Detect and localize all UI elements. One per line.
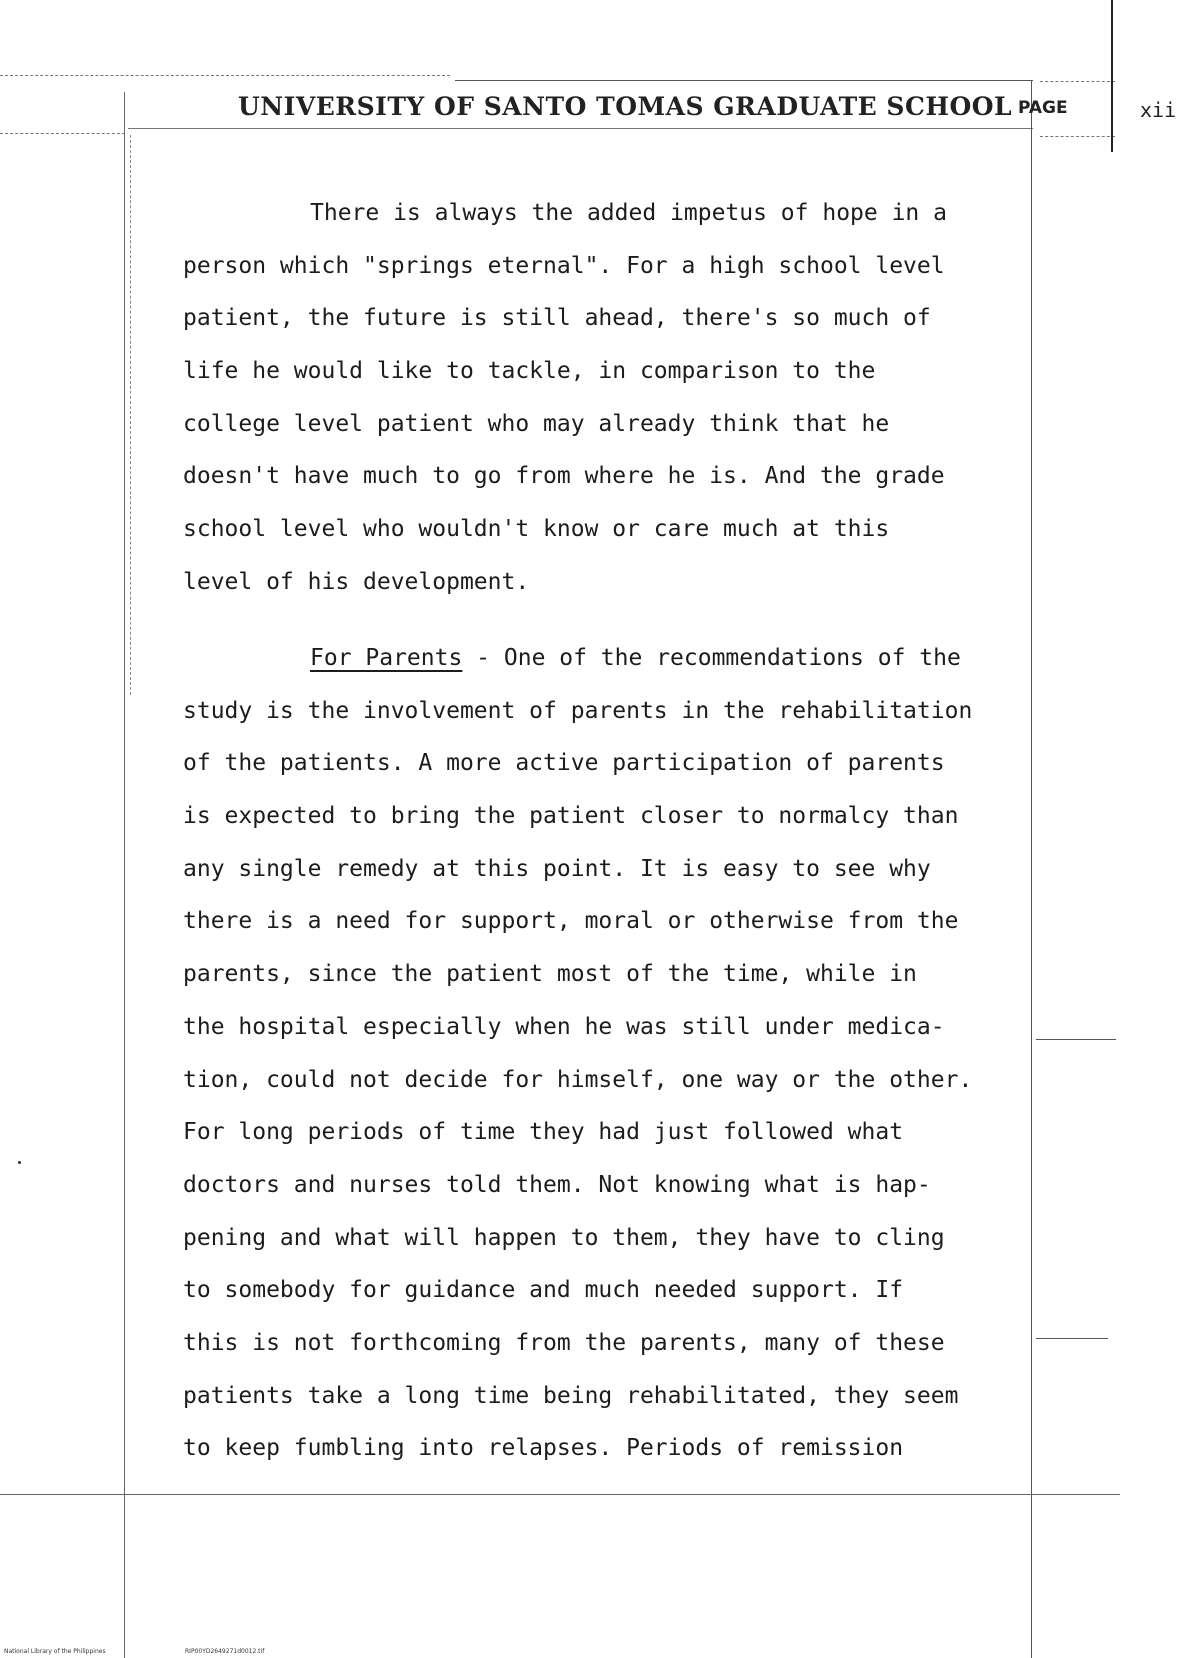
left-margin-line [124, 92, 125, 1658]
text-line: person which "springs eternal". For a high school level [183, 252, 945, 279]
text-line: there is a need for support, moral or otherwise from the [183, 908, 959, 935]
top-rule-right [1040, 81, 1115, 82]
text-line: college level patient who may already think that he [183, 410, 890, 437]
text-line: to somebody for guidance and much needed support. If [183, 1277, 904, 1304]
text-line: pening and what will happen to them, they have to cling [183, 1224, 945, 1251]
text-line: school level who wouldn't know or care much at this [183, 516, 890, 543]
section-heading-for-parents: For Parents [310, 645, 463, 671]
header-rule [128, 128, 1033, 129]
left-margin-line-upper [130, 135, 131, 695]
paragraph-for-parents [183, 632, 1083, 1475]
text-line-rest: - One of the recommendations of the [462, 645, 961, 671]
text-line: life he would like to tackle, in comparison to the [183, 358, 876, 385]
text-line: tion, could not decide for himself, one way or the other. [183, 1066, 973, 1093]
text-line: this is not forthcoming from the parents, many of these [183, 1329, 945, 1356]
footer-file-name: RIP00YD2649271d0012.tif [185, 1648, 265, 1655]
text-line: patient, the future is still ahead, there's so much of [183, 305, 931, 332]
top-dashed-rule-left [0, 75, 450, 76]
bottom-rule [0, 1494, 1120, 1495]
text-line: level of his development. [183, 568, 530, 595]
text-line: doctors and nurses told them. Not knowing what is hap- [183, 1171, 931, 1198]
page-label: PAGE [1018, 98, 1068, 118]
header-rule-left [0, 133, 125, 134]
page-header-title: UNIVERSITY OF SANTO TOMAS GRADUATE SCHOOL [238, 92, 1013, 121]
text-line: There is always the added impetus of hope in a [310, 200, 947, 226]
footer-library-credit: National Library of the Philippines [4, 1648, 106, 1655]
text-line: study is the involvement of parents in the rehabilitation [183, 697, 973, 724]
page-number: xii [1140, 98, 1177, 122]
text-line: is expected to bring the patient closer to normalcy than [183, 803, 959, 830]
top-rule [455, 80, 1033, 81]
text-line: of the patients. A more active participation of parents [183, 750, 945, 777]
text-line: any single remedy at this point. It is easy to see why [183, 855, 931, 882]
text-line: parents, since the patient most of the time, while in [183, 961, 917, 988]
stray-dot-mark [18, 1161, 21, 1164]
paragraph-hope [183, 187, 1083, 609]
page-edge-line [1111, 0, 1113, 152]
text-line: For long periods of time they had just followed what [183, 1119, 904, 1146]
text-line: the hospital especially when he was still under medica- [183, 1013, 945, 1040]
text-line: patients take a long time being rehabilitated, they seem [183, 1382, 959, 1409]
text-line: doesn't have much to go from where he is. And the grade [183, 463, 945, 490]
text-line: to keep fumbling into relapses. Periods of remission [183, 1435, 904, 1462]
text-line [183, 632, 1083, 685]
header-rule-right [1040, 136, 1115, 137]
